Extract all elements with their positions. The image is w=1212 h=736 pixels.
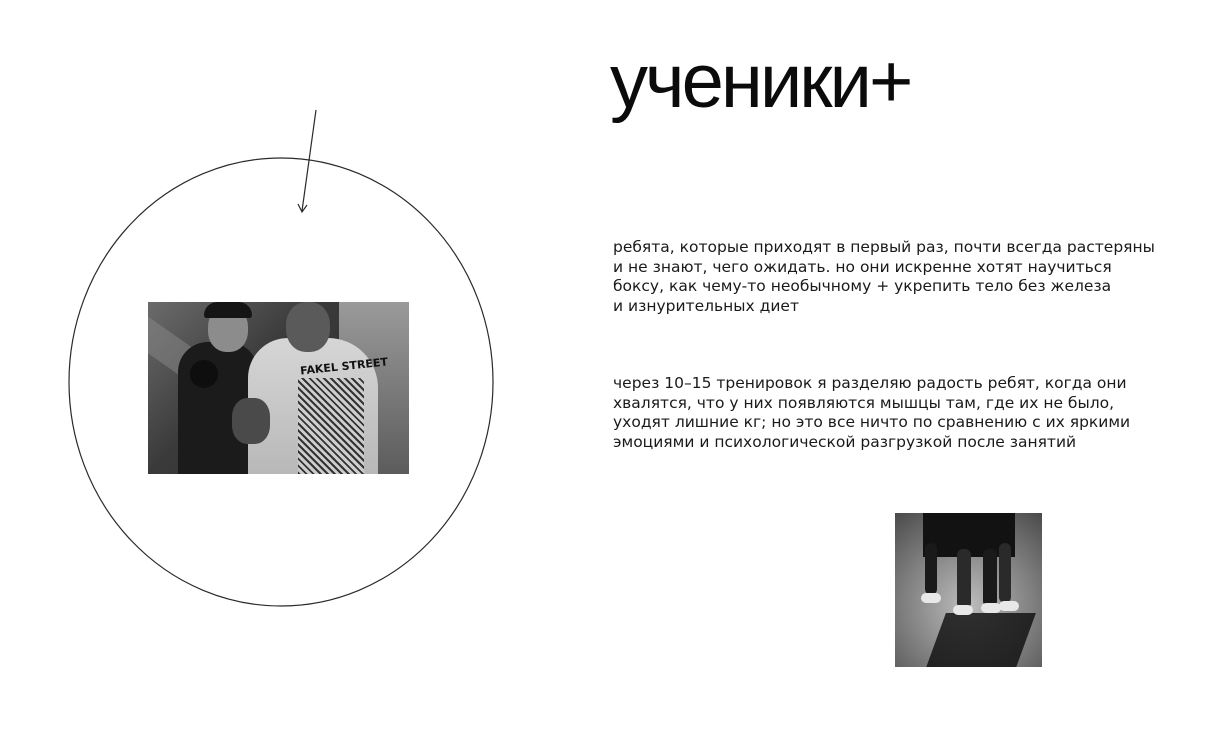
arrow-shaft xyxy=(302,110,316,211)
intro-paragraph xyxy=(613,238,1173,316)
intro-line: боксу, как чему-то необычному + укрепить тело без железа xyxy=(613,277,1112,295)
intro-line: и не знают, чего ожидать. но они искренне хотят научиться xyxy=(613,257,1112,276)
intro-line: ребята, которые приходят в первый раз, почти всегда растеряны xyxy=(613,238,1155,256)
legs-street-photo xyxy=(895,513,1042,667)
results-line: эмоциями и психологической разгрузкой после занятий xyxy=(613,432,1077,451)
shirt-print xyxy=(298,378,364,474)
shirt-print-label: FAKEL STREET xyxy=(299,355,389,378)
results-line: через 10–15 тренировок я разделяю радость ребят, когда они xyxy=(613,374,1127,392)
boxing-training-photo xyxy=(148,302,409,474)
boxing-glove xyxy=(190,360,218,388)
focus-pad xyxy=(232,398,270,444)
results-paragraph xyxy=(613,374,1173,452)
results-line: хвалятся, что у них появляются мышцы там, где их не было, xyxy=(613,393,1115,412)
arrow-down-icon xyxy=(298,204,307,212)
page-title: ученики+ xyxy=(610,39,911,124)
results-line: уходят лишние кг; но это все ничто по сравнению с их яркими xyxy=(613,413,1131,431)
intro-line: и изнурительных диет xyxy=(613,296,799,315)
